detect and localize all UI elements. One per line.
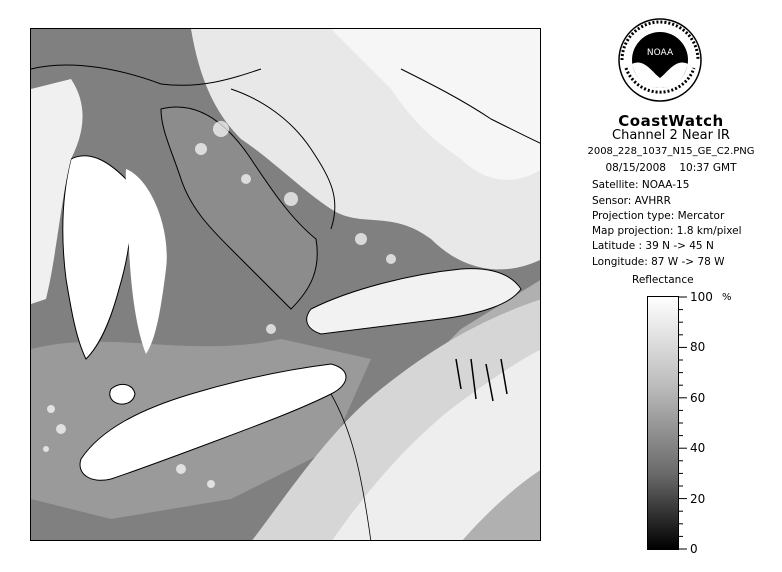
latitude-label: Latitude : 39 N -> 45 N	[592, 240, 714, 252]
colorbar-tick-label: 100	[690, 290, 713, 304]
reflectance-colorbar	[647, 296, 679, 550]
datetime-label	[560, 162, 782, 174]
colorbar-tick-label: 80	[690, 340, 706, 355]
longitude-label: Longitude: 87 W -> 78 W	[592, 256, 725, 268]
satellite-image-map	[30, 28, 541, 541]
sensor-label: Sensor: AVHRR	[592, 195, 671, 207]
satellite-label: Satellite: NOAA-15	[592, 179, 690, 191]
logo-text: NOAA	[646, 48, 674, 58]
legend-unit: %	[722, 292, 732, 303]
brand-title: CoastWatch	[618, 112, 724, 130]
date-label: 08/15/2008	[605, 162, 666, 174]
time-label: 10:37 GMT	[679, 162, 737, 174]
filename-label: 2008_228_1037_N15_GE_C2.PNG	[587, 146, 755, 157]
projection-type-label: Projection type: Mercator	[592, 210, 725, 222]
legend-title: Reflectance	[632, 274, 694, 286]
noaa-logo-icon	[618, 18, 702, 102]
lake-st-clair	[110, 384, 135, 404]
map-projection-label: Map projection: 1.8 km/pixel	[592, 225, 742, 237]
colorbar-tick-label: 0	[690, 542, 698, 556]
colorbar-tick-label: 20	[690, 491, 706, 506]
colorbar-tick-label: 40	[690, 441, 706, 456]
channel-label: Channel 2 Near IR	[612, 128, 730, 143]
colorbar-tick-label: 60	[690, 390, 706, 405]
satellite-map-svg	[31, 29, 541, 541]
colorbar-ticks	[679, 296, 699, 550]
